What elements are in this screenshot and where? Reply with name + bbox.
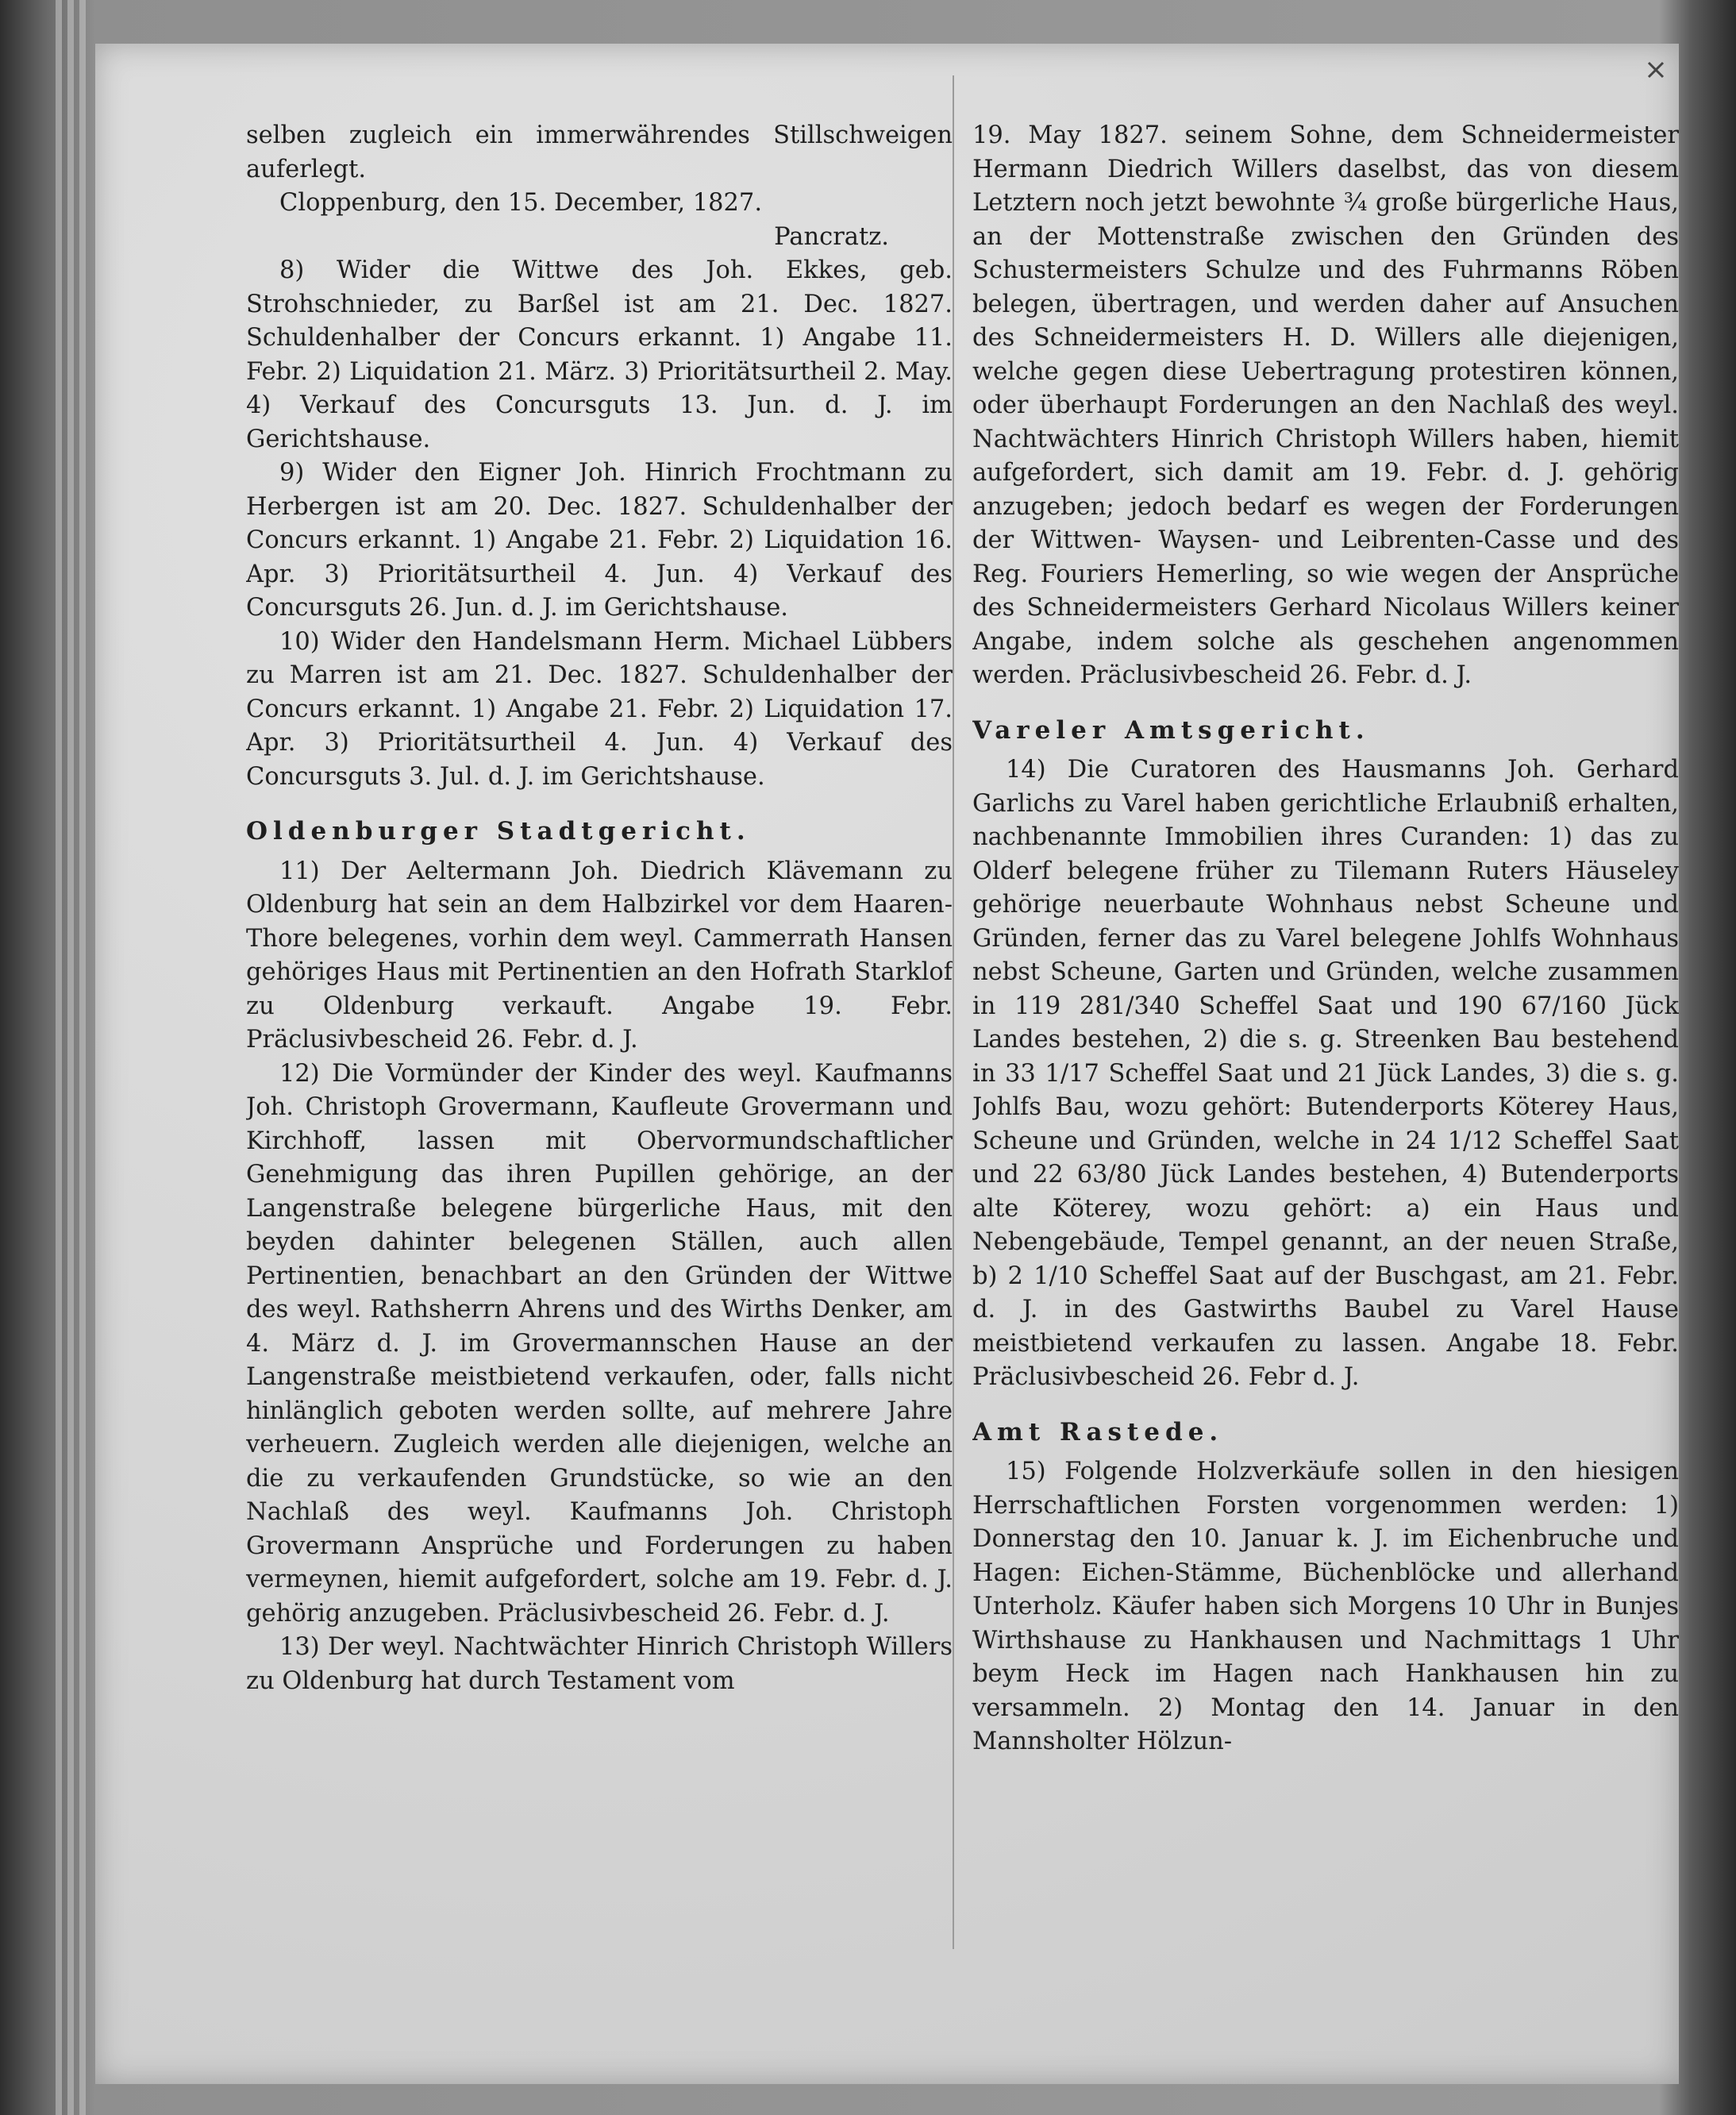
column-divider [953, 75, 954, 1949]
intro-text: selben zugleich ein immerwährendes Stillschweigen auferlegt. [246, 121, 953, 183]
right-column [972, 119, 1679, 2009]
notice-item-15: 15) Folgende Holzverkäufe sollen in den hiesigen Herrschaftlichen Forsten vorgenommen werden: 1) Donnerstag den 10. Januar k. J. im Eichenbruche und Hagen: Eichen-Stämme, Büchenblöcke und allerhand Unterholz. Käufer haben sich Morgens 10 Uhr in Bunjes Wirthshause zu Hankhausen und Nachmittags 1 Uhr beym Heck im Hagen nach Hankhausen hin zu versammeln. 2) Montag den 14. Januar in den Mannsholter Hölzun- [972, 1458, 1679, 1755]
notice-item-11: 11) Der Aeltermann Joh. Diedrich Klävemann zu Oldenburg hat sein an dem Halbzirkel vor dem Haaren-Thore belegenes, vorhin dem weyl. Cammerrath Hansen gehöriges Haus mit Pertinentien an den Hofrath Starklof zu Oldenburg verkauft. Angabe 19. Febr. Präclusivbescheid 26. Febr. d. J. [246, 857, 953, 1054]
signer-name: Pancratz. [774, 222, 889, 251]
page-edge-stack [67, 0, 74, 2115]
section-heading-vareler: Vareler Amtsgericht. [972, 715, 1370, 745]
corner-mark-icon [1647, 61, 1665, 79]
left-column [246, 119, 953, 2009]
notice-item-14: 14) Die Curatoren des Hausmanns Joh. Gerhard Garlichs zu Varel haben gerichtliche Erlaubniß erhalten, nachbenannte Immobilien ihres Curanden: 1) das zu Olderf belegene früher zu Tilemann Ruters Häuseley gehörige neuerbaute Wohnhaus nebst Scheune und Gründen, ferner das zu Varel belegene Johlfs Wohnhaus nebst Scheune, Garten und Gründen, welche zusammen in 119 281/340 Scheffel Saat und 190 67/160 Jück Landes bestehen, 2) die s. g. Streenken Bau bestehend in 33 1/17 Scheffel Saat und 21 Jück Landes, 3) die s. g. Johlfs Bau, wozu gehört: Butenderports Köterey Haus, Scheune und Gründen, welche in 24 1/12 Scheffel Saat und 22 63/80 Jück Landes bestehen, 4) Butenderports alte Köterey, wozu gehört: a) ein Haus und Nebengebäude, Tempel genannt, an der neuen Straße, b) 2 1/10 Scheffel Saat auf der Buschgast, am 21. Febr. d. J. in des Gastwirths Baubel zu Varel Hause meistbietend verkaufen zu lassen. Angabe 18. Febr. Präclusivbescheid 26. Febr d. J. [972, 756, 1679, 1391]
section-heading-rastede: Amt Rastede. [972, 1417, 1224, 1447]
dateline: Cloppenburg, den 15. December, 1827. [279, 189, 763, 217]
section-heading-oldenburg: Oldenburger Stadtgericht. [246, 817, 751, 846]
page-edge-stack [79, 0, 86, 2115]
page-edge-stack [56, 0, 62, 2115]
notice-item-10: 10) Wider den Handelsmann Herm. Michael Lübbers zu Marren ist am 21. Dec. 1827. Schuldenhalber der Concurs erkannt. 1) Angabe 21. Febr. 2) Liquidation 17. Apr. 3) Prioritätsurtheil 4. Jun. 4) Verkauf des Concursguts 3. Jul. d. J. im Gerichtshause. [246, 627, 953, 791]
notice-item-8: 8) Wider die Wittwe des Joh. Ekkes, geb. Strohschnieder, zu Barßel ist am 21. Dec. 1827. Schuldenhalber der Concurs erkannt. 1) Angabe 11. Febr. 2) Liquidation 21. März. 3) Prioritätsurtheil 2. May. 4) Verkauf des Concursguts 13. Jun. d. J. im Gerichtshause. [246, 256, 953, 453]
notice-item-9: 9) Wider den Eigner Joh. Hinrich Frochtmann zu Herbergen ist am 20. Dec. 1827. Schuldenhalber der Concurs erkannt. 1) Angabe 21. Febr. 2) Liquidation 16. Apr. 3) Prioritätsurtheil 4. Jun. 4) Verkauf des Concursguts 26. Jun. d. J. im Gerichtshause. [246, 459, 953, 622]
notice-item-13-continued: 19. May 1827. seinem Sohne, dem Schneidermeister Hermann Diedrich Willers daselbst, das von diesem Letztern noch jetzt bewohnte ¾ große bürgerliche Haus, an der Mottenstraße zwischen den Gründen des Schustermeisters Schulze und des Fuhrmanns Röben belegen, übertragen, und werden daher auf Ansuchen des Schneidermeisters H. D. Willers alle diejenigen, welche gegen diese Uebertragung protestiren können, oder überhaupt Forderungen an den Nachlaß des weyl. Nachtwächters Hinrich Christoph Willers haben, hiemit aufgefordert, sich damit am 19. Febr. d. J. gehörig anzugeben; jedoch bedarf es wegen der Forderungen der Wittwen- Waysen- und Leibrenten-Casse und des Reg. Fouriers Hemerling, so wie wegen der Ansprüche des Schneidermeisters Gerhard Nicolaus Willers keiner Angabe, indem solche als geschehen angenommen werden. Präclusivbescheid 26. Febr. d. J. [972, 121, 1679, 689]
notice-item-12: 12) Die Vormünder der Kinder des weyl. Kaufmanns Joh. Christoph Grovermann, Kaufleute Grovermann und Kirchhoff, lassen mit Obervormundschaftlicher Genehmigung das ihren Pupillen gehörige, an der Langenstraße belegene bürgerliche Haus, mit den beyden dahinter belegenen Ställen, auch allen Pertinentien, benachbart an den Gründen der Wittwe des weyl. Rathsherrn Ahrens und des Wirths Denker, am 4. März d. J. im Grovermannschen Hause an der Langenstraße meistbietend verkaufen, oder, falls nicht hinlänglich geboten werden sollte, auf mehrere Jahre verheuern. Zugleich werden alle diejenigen, welche an die zu verkaufenden Grundstücke, so wie an den Nachlaß des weyl. Kaufmanns Joh. Christoph Grovermann Ansprüche und Forderungen zu haben vermeynen, hiemit aufgefordert, solche am 19. Febr. d. J. gehörig anzugeben. Präclusivbescheid 26. Febr. d. J. [246, 1059, 953, 1628]
notice-item-13-start: 13) Der weyl. Nachtwächter Hinrich Christoph Willers zu Oldenburg hat durch Testament vom [246, 1633, 953, 1695]
